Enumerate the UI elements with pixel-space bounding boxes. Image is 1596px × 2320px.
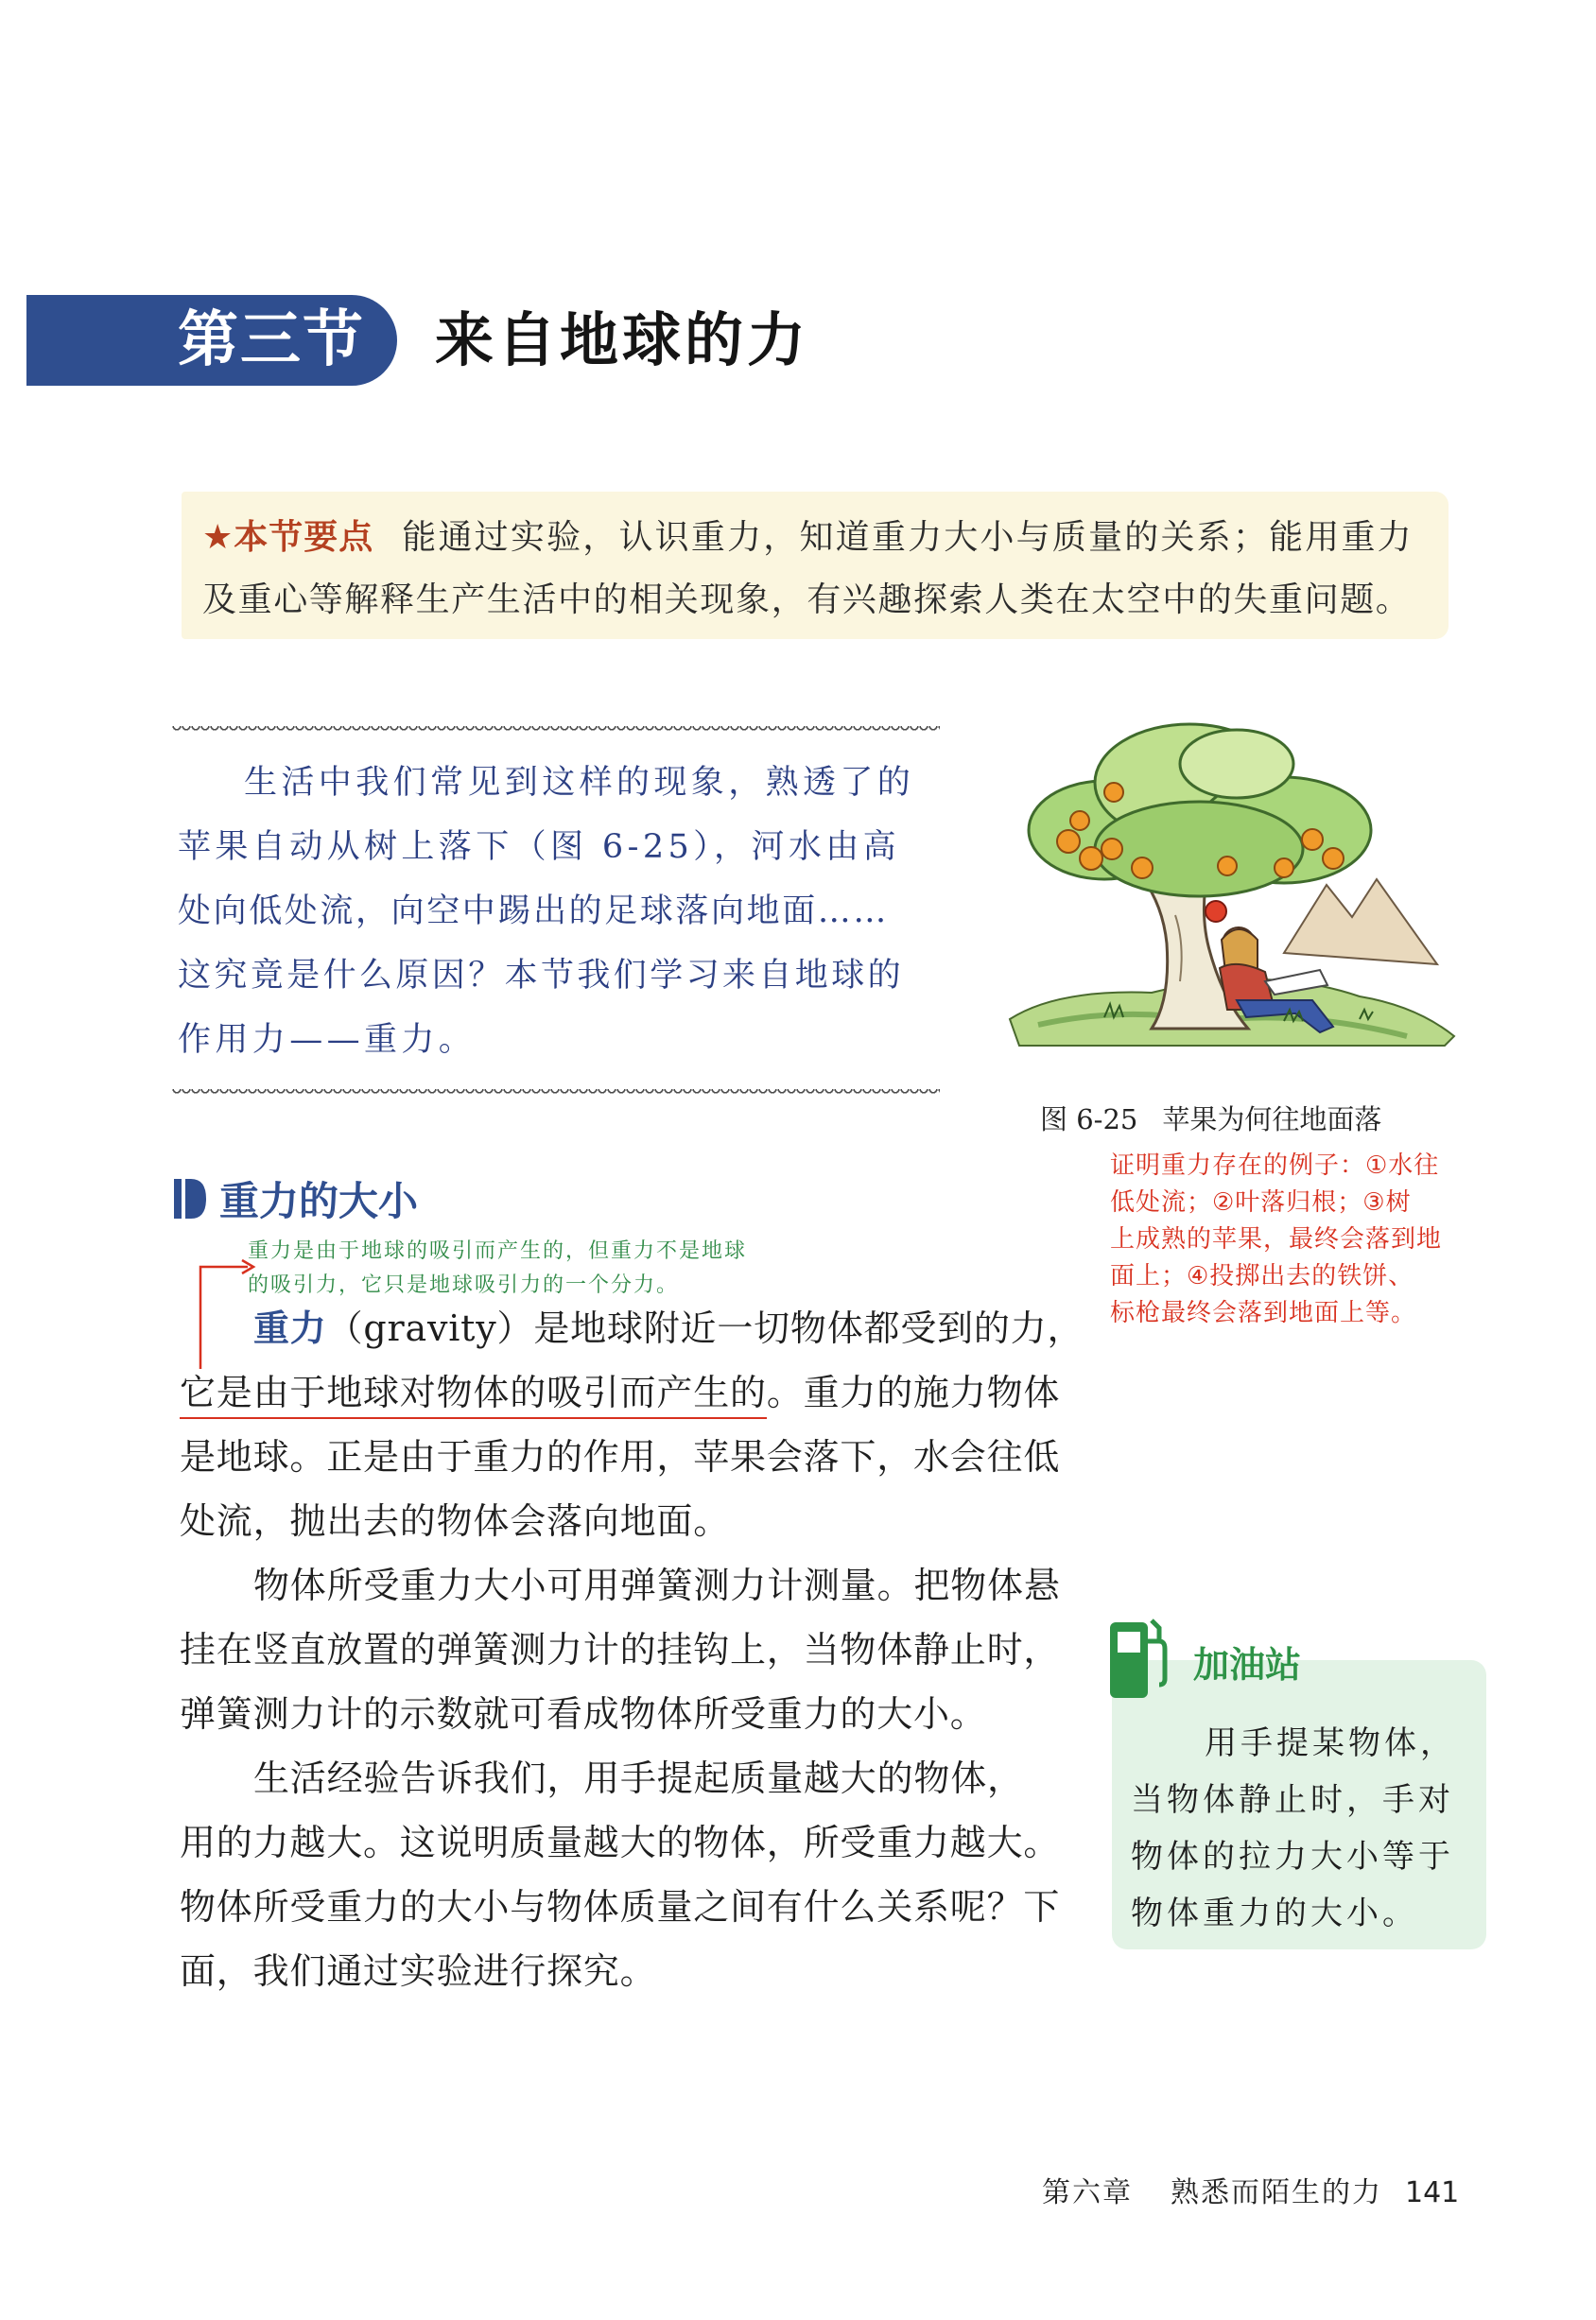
- figure-number: 图 6-25: [1040, 1103, 1138, 1135]
- tip-line-2: 当物体静止时，手对: [1131, 1781, 1454, 1819]
- subheading-marker-icon: [174, 1179, 206, 1219]
- tip-title: 加油站: [1193, 1644, 1302, 1686]
- green-note-line: 重力是由于地球的吸引而产生的，但重力不是地球: [248, 1239, 748, 1263]
- body-line-5: 物体所受重力大小可用弹簧测力计测量。把物体悬: [253, 1565, 1061, 1606]
- intro-line-5: 作用力——重力。: [178, 1021, 477, 1059]
- apple-tree-illustration: [1000, 717, 1464, 1057]
- body-line-8: 生活经验告诉我们，用手提起质量越大的物体，: [253, 1757, 1024, 1799]
- red-note-line: 面上；④投掷出去的铁饼、: [1110, 1262, 1414, 1290]
- body-line-11: 面，我们通过实验进行探究。: [180, 1950, 657, 1992]
- body-line-10: 物体所受重力的大小与物体质量之间有什么关系呢？下: [180, 1886, 1061, 1928]
- footer-chapter: 第六章: [1042, 2176, 1133, 2209]
- key-points-label: ★本节要点: [202, 518, 374, 557]
- body-text: （gravity）是地球附近一切物体都受到的力，: [326, 1307, 1084, 1349]
- intro-line-2: 苹果自动从树上落下（图 6-25），河水由高: [178, 828, 901, 866]
- section-number: 第三节: [178, 304, 365, 375]
- red-note-line: 标枪最终会落到地面上等。: [1110, 1299, 1417, 1327]
- key-points-box: [182, 492, 1449, 639]
- intro-line-3: 处向低处流，向空中踢出的足球落向地面……: [178, 892, 890, 930]
- key-points-text-1: 能通过实验，认识重力，知道重力大小与质量的关系；能用重力: [402, 518, 1414, 557]
- wavy-divider-bottom: [172, 1089, 940, 1099]
- body-line-7: 弹簧测力计的示数就可看成物体所受重力的大小。: [180, 1693, 987, 1735]
- underlined-text: 它是由于地球对物体的吸引而产生的: [180, 1372, 767, 1419]
- red-handwritten-note: [1110, 1148, 1507, 1332]
- section-title: 来自地球的力: [435, 305, 810, 374]
- fuel-pump-icon: [1106, 1613, 1172, 1704]
- body-text: 。重力的施力物体: [766, 1372, 1061, 1413]
- red-note-line: 低处流；②叶落归根；③树: [1110, 1188, 1412, 1217]
- figure-caption-text: 苹果为何往地面落: [1162, 1103, 1382, 1135]
- body-line-6: 挂在竖直放置的弹簧测力计的挂钩上，当物体静止时，: [180, 1629, 1061, 1671]
- annotation-arrow: [195, 1257, 261, 1371]
- term-gravity: 重力: [253, 1307, 327, 1349]
- key-points-line-2: 及重心等解释生产生活中的相关现象，有兴趣探索人类在太空中的失重问题。: [202, 580, 1412, 619]
- body-line-2: [180, 1363, 1060, 1415]
- tip-line-1: 用手提某物体，: [1205, 1724, 1456, 1762]
- red-note-line: 上成熟的苹果，最终会落到地: [1110, 1225, 1443, 1254]
- page-number: 141: [1405, 2176, 1460, 2209]
- green-note-line: 的吸引力，它只是地球吸引力的一个分力。: [248, 1273, 680, 1297]
- footer-chapter-title: 熟悉而陌生的力: [1171, 2176, 1382, 2209]
- wavy-divider-top: [172, 726, 940, 736]
- key-points-line-1: [202, 511, 1414, 559]
- body-line-9: 用的力越大。这说明质量越大的物体，所受重力越大。: [180, 1822, 1061, 1863]
- tip-line-4: 物体重力的大小。: [1131, 1895, 1418, 1932]
- body-line-1: [253, 1299, 1084, 1351]
- intro-line-1: 生活中我们常见到这样的现象，熟透了的: [244, 764, 915, 802]
- subheading: 重力的大小: [219, 1178, 419, 1224]
- figure-caption: [1040, 1099, 1381, 1137]
- body-line-4: 处流，抛出去的物体会落向地面。: [180, 1500, 731, 1542]
- green-handwritten-note: [248, 1235, 747, 1303]
- tip-line-3: 物体的拉力大小等于: [1131, 1838, 1454, 1876]
- red-note-line: 证明重力存在的例子：①水往: [1110, 1151, 1440, 1180]
- body-line-3: 是地球。正是由于重力的作用，苹果会落下，水会往低: [180, 1436, 1061, 1478]
- intro-line-4: 这究竟是什么原因？本节我们学习来自地球的: [178, 957, 905, 995]
- page-footer: [1042, 2169, 1459, 2210]
